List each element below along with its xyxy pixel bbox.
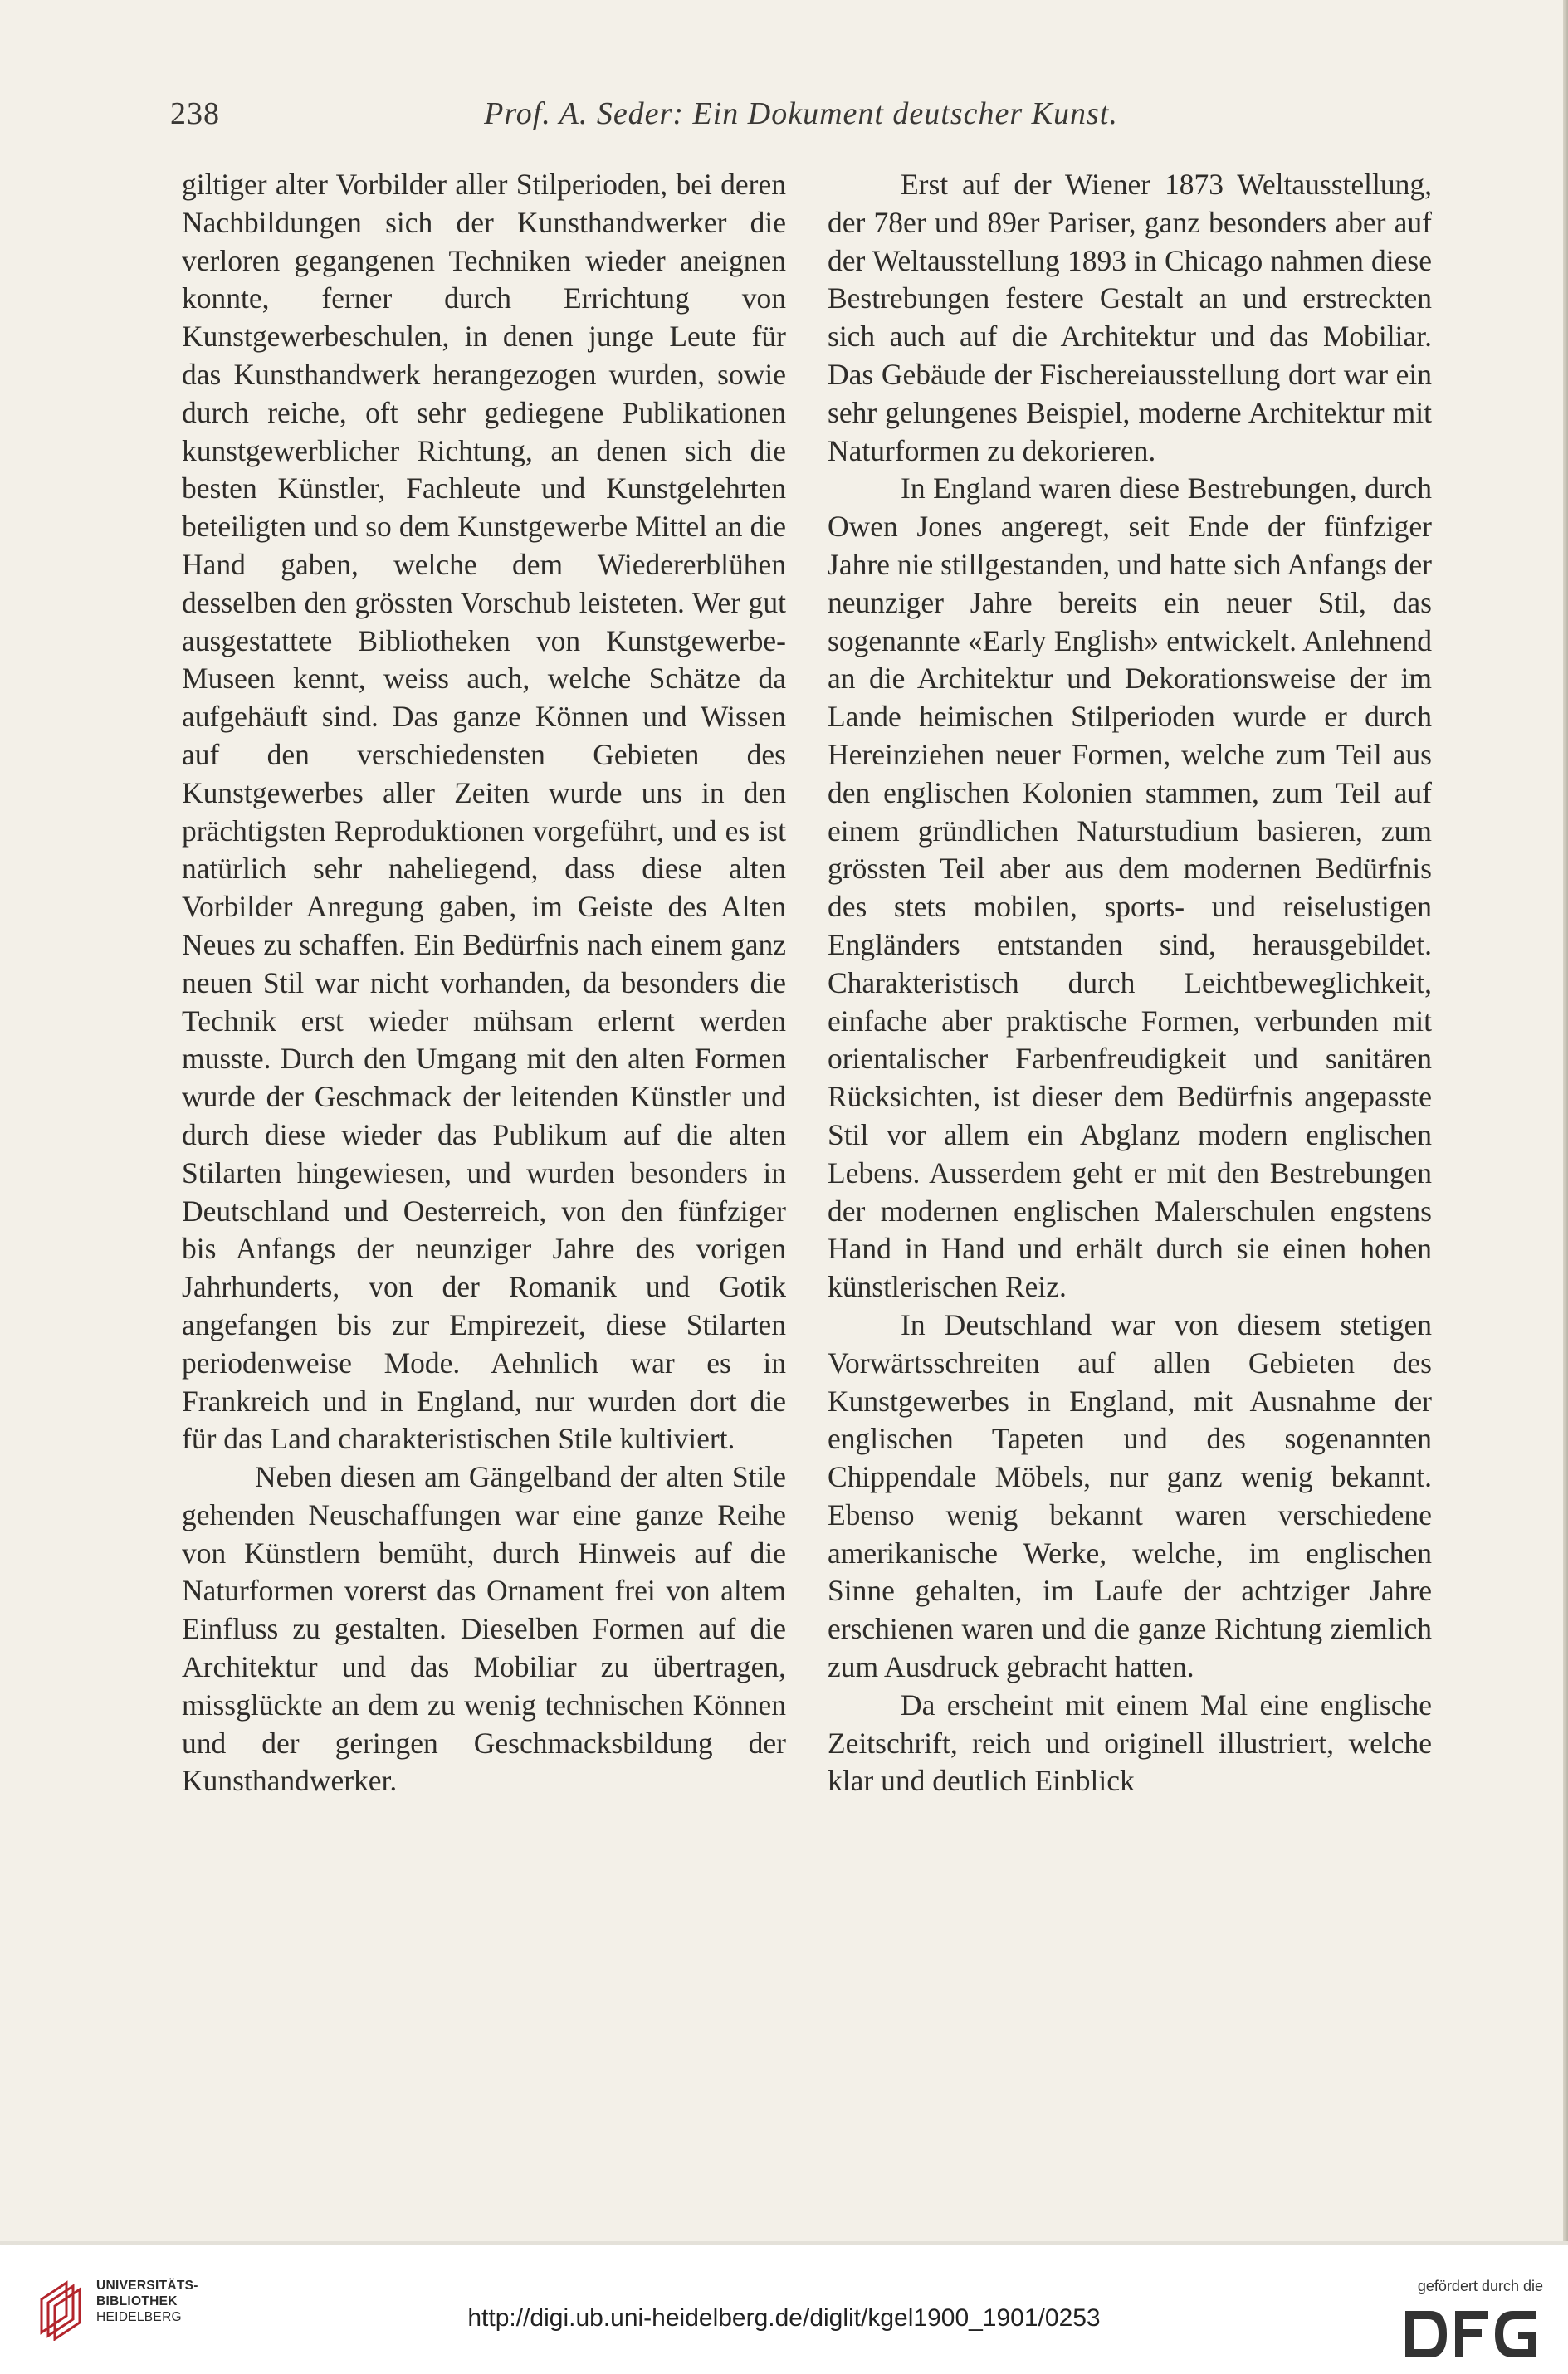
library-name-line: BIBLIOTHEK [96, 2294, 178, 2308]
footer-divider [0, 2241, 1568, 2245]
left-text-column [182, 166, 786, 1800]
paragraph: In Deutschland war von diesem stetigen Vorwärtsschreiten auf allen Gebieten des Kunstgewerbes in England, mit Ausnahme der englischen Tapeten und des sogenannten Chippendale Möbels, nur ganz wenig bekannt. Ebenso wenig bekannt waren verschiedene amerikanische Werke, welche, im englischen Sinne gehalten, im Laufe der achtziger Jahre erschienen waren und die ganze Richtung ziemlich zum Ausdruck gebracht hatten. [828, 1307, 1432, 1684]
paragraph: In England waren diese Bestrebungen, durch Owen Jones angeregt, seit Ende der fünfziger Jahre nie stillgestanden, und hatte sich Anfangs der neunziger Jahre bereits ein neuer Stil, das sogenannte «Early English» entwickelt. Anlehnend an die Architektur und Dekorationsweise der im Lande heimischen Stilperioden wurde er durch Hereinziehen neuer Formen, welche zum Teil aus den englischen Kolonien stammen, zum Teil auf einem gründlichen Naturstudium basieren, zum grössten Teil aber aus dem modernen Bedürfnis des stets mobilen, sports- und reiselustigen Engländers entstanden sind, herausgebildet. Charakteristisch durch Leichtbeweglichkeit, einfache aber praktische Formen, verbunden mit orientalischer Farbenfreudigkeit und sanitären Rücksichten, ist dieser dem Bedürfnis angepasste Stil vor allem ein Abglanz modern englischen Lebens. Ausserdem geht er mit den Bestrebungen der modernen englischen Malerschulen engstens Hand in Hand und erhält durch sie einen hohen künstlerischen Reiz. [828, 471, 1432, 1304]
digitization-footer [0, 2241, 1568, 2374]
page-number: 238 [170, 96, 220, 131]
source-url-link[interactable]: http://digi.ub.uni-heidelberg.de/diglit/kgel1900_1901/0253 [467, 2304, 1101, 2332]
paragraph: Neben diesen am Gängelband der alten Stile gehenden Neuschaffungen war eine ganze Reihe von Künstlern bemüht, durch Hinweis auf die Naturformen vorerst das Ornament frei von altem Einfluss zu gestalten. Dieselben Formen auf die Architektur und das Mobiliar zu übertragen, missglückte an dem zu wenig technischen Können und der geringen Geschmacksbildung der Kunsthandwerker. [182, 1460, 786, 1798]
paragraph: giltiger alter Vorbilder aller Stilperioden, bei deren Nachbildungen sich der Kunsthandwerker die verloren gegangenen Techniken wieder aneignen konnte, ferner durch Errichtung von Kunstgewerbeschulen, in denen junge Leute für das Kunsthandwerk herangezogen wurden, sowie durch reiche, oft sehr gediegene Publikationen kunstgewerblicher Richtung, an denen sich die besten Künstler, Fachleute und Kunstgelehrten beteiligten und so dem Kunstgewerbe Mittel an die Hand gaben, welche dem Wiedererblühen desselben den grössten Vorschub leisteten. Wer gut ausgestattete Bibliotheken von Kunstgewerbe-Museen kennt, weiss auch, welche Schätze da aufgehäuft sind. Das ganze Können und Wissen auf den verschiedensten Gebieten des Kunstgewerbes aller Zeiten wurde uns in den prächtigsten Reproduktionen vorgeführt, und es ist natürlich sehr naheliegend, dass diese alten Vorbilder Anregung gaben, im Geiste des Alten Neues zu schaffen. Ein Bedürfnis nach einem ganz neuen Stil war nicht vorhanden, da besonders die Technik erst wieder mühsam erlernt werden musste. Durch den Umgang mit den alten Formen wurde der Geschmack der leitenden Künstler und durch diese wieder das Publikum auf die alten Stilarten hingewiesen, und wurden besonders in Deutschland und Oesterreich, von den fünfziger bis Anfangs der neunziger Jahre des vorigen Jahrhunderts, von der Romanik und Gotik angefangen bis zur Empirezeit, diese Stilarten periodenweise Mode. Aehnlich war es in Frankreich und in England, nur wurden dort die für das Land charakteristischen Stile kultiviert. [182, 168, 786, 1456]
paragraph: Erst auf der Wiener 1873 Weltausstellung, der 78er und 89er Pariser, ganz besonders aber auf der Weltausstellung 1893 in Chicago nahmen diese Bestrebungen festere Gestalt an und erstreckten sich auch auf die Architektur und das Mobiliar. Das Gebäude der Fischereiausstellung dort war ein sehr gelungenes Beispiel, moderne Architektur mit Naturformen zu dekorieren. [828, 168, 1432, 467]
page-edge-shadow [1563, 0, 1568, 2241]
running-title: Prof. A. Seder: Ein Dokument deutscher Kunst. [484, 96, 1118, 131]
paragraph: Da erscheint mit einem Mal eine englische Zeitschrift, reich und originell illustriert, welche klar und deutlich Einblick [828, 1688, 1432, 1798]
library-name-line: UNIVERSITÄTS- [96, 2279, 198, 2293]
page-header [166, 91, 1436, 149]
dfg-logo-icon [1402, 2303, 1543, 2364]
right-text-column [828, 166, 1432, 1800]
library-name-line: HEIDELBERG [96, 2310, 182, 2324]
funded-by-label: gefördert durch die [1417, 2278, 1543, 2294]
